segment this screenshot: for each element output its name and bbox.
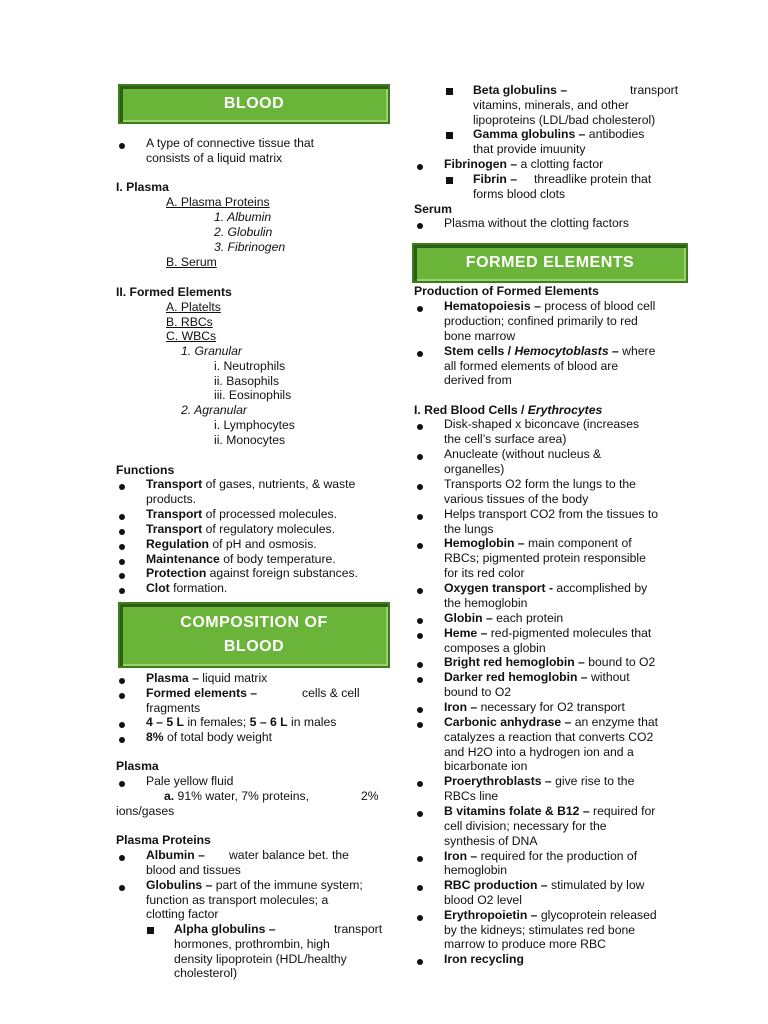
composition-item: cells & cell [302, 686, 360, 700]
rbc-item: bicarbonate ion [444, 759, 528, 773]
text-span: Carbonic anhydrase – [444, 715, 572, 729]
composition-banner-line: BLOOD [223, 638, 285, 655]
globulin-item [473, 127, 644, 142]
globulin-item: lipoproteins (LDL/bad cholesterol) [473, 113, 656, 127]
rbc-item [444, 804, 655, 819]
production-item: derived from [444, 373, 512, 387]
protein-item: function as transport molecules; a [146, 893, 329, 907]
outline-item: iii. Eosinophils [214, 388, 292, 402]
text-span: Transport [146, 477, 203, 491]
plasma-heading: Plasma [116, 759, 159, 773]
text-span: Darker red hemoglobin – [444, 670, 588, 684]
protein-item: blood and tissues [146, 863, 241, 877]
text-span: Plasma – [146, 671, 199, 685]
bullet-icon [417, 959, 423, 965]
text-span: I. Red Blood Cells / [414, 403, 528, 417]
globulin-item: cholesterol) [174, 966, 237, 980]
bullet-icon [417, 588, 423, 594]
text-span: Hemoglobin – [444, 536, 525, 550]
rbc-item: various tissues of the body [444, 492, 589, 506]
protein-item [146, 878, 363, 893]
text-span: Globin – [444, 611, 493, 625]
text-span: B vitamins folate & B12 – [444, 804, 590, 818]
square-bullet-icon [147, 927, 154, 934]
text-span: give rise to the [551, 774, 635, 788]
composition-item [146, 730, 272, 745]
text-span: Gamma globulins – [473, 127, 586, 141]
outline-item: 2. Agranular [181, 403, 247, 417]
text-span: Erythropoietin – [444, 908, 538, 922]
bullet-icon [417, 164, 423, 170]
function-item [146, 507, 337, 522]
outline-item: B. Serum [166, 255, 217, 269]
serum-item: Plasma without the clotting factors [444, 216, 629, 230]
rbc-item [444, 878, 644, 893]
outline-item: 2. Globulin [214, 225, 273, 239]
rbc-item: catalyzes a reaction that converts CO2 [444, 730, 654, 744]
protein-item: clotting factor [146, 907, 219, 921]
text-span: formation. [169, 581, 228, 595]
text-span: 5 – 6 L [249, 715, 288, 729]
outline-item: ii. Monocytes [214, 433, 286, 447]
text-span: in females; [183, 715, 250, 729]
square-bullet-icon [446, 177, 453, 184]
plasma-item [164, 789, 309, 804]
square-bullet-icon [446, 88, 453, 95]
protein-item: water balance bet. the [229, 848, 349, 862]
text-span: 91% water, 7% proteins, [174, 789, 309, 803]
bullet-icon [417, 223, 423, 229]
bullet-icon [119, 529, 125, 535]
text-span: a clotting factor [517, 157, 604, 171]
bullet-icon [417, 306, 423, 312]
functions-heading: Functions [116, 463, 175, 477]
text-span: Hemocytoblasts – [514, 344, 619, 358]
text-span: process of blood cell [540, 299, 656, 313]
bullet-icon [417, 484, 423, 490]
outline-item: i. Neutrophils [214, 359, 286, 373]
formed-elements-banner [412, 243, 688, 283]
globulin-item: transport [334, 922, 383, 936]
text-span: where [618, 344, 656, 358]
rbc-item: synthesis of DNA [444, 834, 538, 848]
bullet-icon [417, 915, 423, 921]
text-span: required for the production of [477, 849, 638, 863]
composition-item: fragments [146, 701, 201, 715]
globulin-item: density lipoprotein (HDL/healthy [174, 952, 347, 966]
outline-item: i. Lymphocytes [214, 418, 295, 432]
outline-item: C. WBCs [166, 329, 217, 343]
text-span: Regulation [146, 537, 209, 551]
bullet-icon [417, 781, 423, 787]
function-item [146, 552, 336, 567]
text-span: Erythrocytes [527, 403, 603, 417]
function-item [146, 537, 317, 552]
bullet-icon [119, 693, 125, 699]
bullet-icon [119, 678, 125, 684]
plasma-proteins-heading: Plasma Proteins [116, 833, 211, 847]
plasma-item: Pale yellow fluid [146, 774, 234, 788]
text-span: in males [287, 715, 337, 729]
text-span: accomplished by [553, 581, 648, 595]
formed-elements-heading: II. Formed Elements [116, 285, 232, 299]
production-heading: Production of Formed Elements [414, 284, 599, 298]
intro-line: consists of a liquid matrix [146, 151, 283, 165]
rbc-item: organelles) [444, 462, 505, 476]
rbc-item: bound to O2 [444, 685, 512, 699]
blood-banner [118, 84, 390, 124]
text-span: of pH and osmosis. [208, 537, 317, 551]
text-span: Hematopoiesis – [444, 299, 541, 313]
bullet-icon [417, 454, 423, 460]
text-span: against foreign substances. [206, 566, 359, 580]
rbc-item: blood O2 level [444, 893, 522, 907]
outline-item: ii. Basophils [214, 374, 280, 388]
bullet-icon [119, 737, 125, 743]
outline-item: 1. Granular [181, 344, 242, 358]
text-span: Globulins – [146, 878, 213, 892]
rbc-item [444, 670, 630, 685]
globulin-item: hormones, prothrombin, high [174, 937, 330, 951]
text-span: each protein [492, 611, 564, 625]
text-span: 8% [146, 730, 164, 744]
rbc-item: Anucleate (without nucleus & [444, 447, 602, 461]
function-item [146, 477, 355, 492]
text-span: required for [589, 804, 656, 818]
bullet-icon [119, 484, 125, 490]
text-span: an enzyme that [571, 715, 659, 729]
bullet-icon [417, 811, 423, 817]
composition-banner [118, 602, 390, 668]
protein-item: Albumin – [146, 848, 205, 862]
function-item: products. [146, 492, 197, 506]
text-span: bound to O2 [584, 655, 656, 669]
outline-item: A. Plasma Proteins [166, 195, 270, 209]
function-item [146, 566, 358, 581]
production-item: production; confined primarily to red [444, 314, 638, 328]
bullet-icon [119, 781, 125, 787]
rbc-item [444, 774, 634, 789]
bullet-icon [417, 885, 423, 891]
rbc-item [444, 581, 647, 596]
bullet-icon [119, 143, 125, 149]
text-span: without [587, 670, 630, 684]
text-span: part of the immune system; [212, 878, 363, 892]
rbc-item: and H2O into a hydrogen ion and a [444, 745, 634, 759]
outline-item: 1. Albumin [214, 210, 272, 224]
text-span: RBC production – [444, 878, 548, 892]
composition-item [146, 715, 336, 730]
fibrin-item: forms blood clots [473, 187, 566, 201]
text-span: Oxygen transport - [444, 581, 554, 595]
bullet-icon [417, 514, 423, 520]
bullet-icon [417, 543, 423, 549]
rbc-item: by the kidneys; stimulates red bone [444, 923, 636, 937]
outline-item: B. RBCs [166, 315, 213, 329]
bullet-icon [119, 559, 125, 565]
fibrin-item: Fibrin – [473, 172, 518, 186]
rbc-item: cell division; necessary for the [444, 819, 607, 833]
bullet-icon [119, 885, 125, 891]
text-span: Heme – [444, 626, 488, 640]
rbc-item: Disk-shaped x biconcave (increases [444, 417, 640, 431]
bullet-icon [119, 514, 125, 520]
bullet-icon [417, 633, 423, 639]
rbc-item: composes a globin [444, 641, 546, 655]
rbc-item: the cell’s surface area) [444, 432, 567, 446]
text-span: of gases, nutrients, & waste [202, 477, 356, 491]
text-span: of regulatory molecules. [202, 522, 335, 536]
text-span: red-pigmented molecules that [487, 626, 652, 640]
text-span: of processed molecules. [202, 507, 338, 521]
outline-item: 3. Fibrinogen [214, 240, 286, 254]
plasma-item: 2% [361, 789, 379, 803]
bullet-icon [119, 544, 125, 550]
text-span: stimulated by low [547, 878, 645, 892]
rbc-item [444, 715, 658, 730]
text-span: 4 – 5 L [146, 715, 184, 729]
bullet-icon [417, 722, 423, 728]
rbc-item: RBCs line [444, 789, 499, 803]
composition-item [146, 671, 267, 686]
fibrinogen-item [444, 157, 603, 172]
rbc-item [444, 655, 655, 670]
production-item: all formed elements of blood are [444, 359, 619, 373]
text-span: liquid matrix [198, 671, 268, 685]
text-span: Transport [146, 522, 203, 536]
text-span: glycoprotein released [537, 908, 657, 922]
rbc-item [444, 849, 637, 864]
production-item: bone marrow [444, 329, 516, 343]
bullet-icon [417, 662, 423, 668]
function-item [146, 522, 335, 537]
plasma-heading: I. Plasma [116, 180, 169, 194]
bullet-icon [417, 618, 423, 624]
rbc-item: RBCs; pigmented protein responsible [444, 551, 646, 565]
rbc-item: Transports O2 form the lungs to the [444, 477, 636, 491]
composition-banner-line: COMPOSITION OF [180, 614, 328, 631]
outline-item: A. Platelts [166, 300, 221, 314]
text-span: Stem cells / [444, 344, 515, 358]
text-span: Fibrinogen – [444, 157, 518, 171]
globulin-item: vitamins, minerals, and other [473, 98, 629, 112]
text-span: Transport [146, 507, 203, 521]
globulin-item: Beta globulins – [473, 83, 568, 97]
rbc-item: the hemoglobin [444, 596, 528, 610]
rbc-item: Iron recycling [444, 952, 524, 966]
globulin-item: transport [630, 83, 679, 97]
bullet-icon [119, 855, 125, 861]
rbc-item [444, 908, 657, 923]
text-span: necessary for O2 transport [477, 700, 625, 714]
serum-heading: Serum [414, 202, 452, 216]
production-item [444, 299, 655, 314]
rbc-item: hemoglobin [444, 863, 508, 877]
composition-item: Formed elements – [146, 686, 258, 700]
rbc-item [444, 626, 651, 641]
bullet-icon [417, 351, 423, 357]
text-span: antibodies [585, 127, 645, 141]
text-span: Maintenance [146, 552, 220, 566]
rbc-item: the lungs [444, 522, 494, 536]
text-span: Iron – [444, 849, 478, 863]
bullet-icon [417, 856, 423, 862]
production-item [444, 344, 655, 359]
rbc-item: marrow to produce more RBC [444, 937, 606, 951]
text-span: Iron – [444, 700, 478, 714]
fibrin-item: threadlike protein that [534, 172, 652, 186]
plasma-item: ions/gases [116, 804, 175, 818]
text-span: a. [164, 789, 175, 803]
rbc-item: for its red color [444, 566, 525, 580]
bullet-icon [119, 588, 125, 594]
formed-elements-banner-title: FORMED ELEMENTS [465, 254, 635, 271]
text-span: Bright red hemoglobin – [444, 655, 585, 669]
text-span: Protection [146, 566, 207, 580]
intro-line: A type of connective tissue that [146, 136, 315, 150]
text-span: of body temperature. [219, 552, 336, 566]
bullet-icon [417, 677, 423, 683]
function-item [146, 581, 227, 596]
rbc-item [444, 700, 625, 715]
bullet-icon [119, 722, 125, 728]
bullet-icon [119, 573, 125, 579]
rbc-item [444, 611, 563, 626]
text-span: of total body weight [163, 730, 273, 744]
text-span: Proerythroblasts – [444, 774, 552, 788]
bullet-icon [417, 424, 423, 430]
rbc-item [444, 536, 632, 551]
rbc-item: Helps transport CO2 from the tissues to [444, 507, 659, 521]
square-bullet-icon [446, 132, 453, 139]
text-span: Clot [146, 581, 170, 595]
globulin-item: Alpha globulins – [174, 922, 276, 936]
rbc-heading [414, 403, 602, 418]
text-span: main component of [524, 536, 632, 550]
bullet-icon [417, 707, 423, 713]
blood-banner-title: BLOOD [223, 95, 285, 112]
globulin-item: that provide imuunity [473, 142, 586, 156]
